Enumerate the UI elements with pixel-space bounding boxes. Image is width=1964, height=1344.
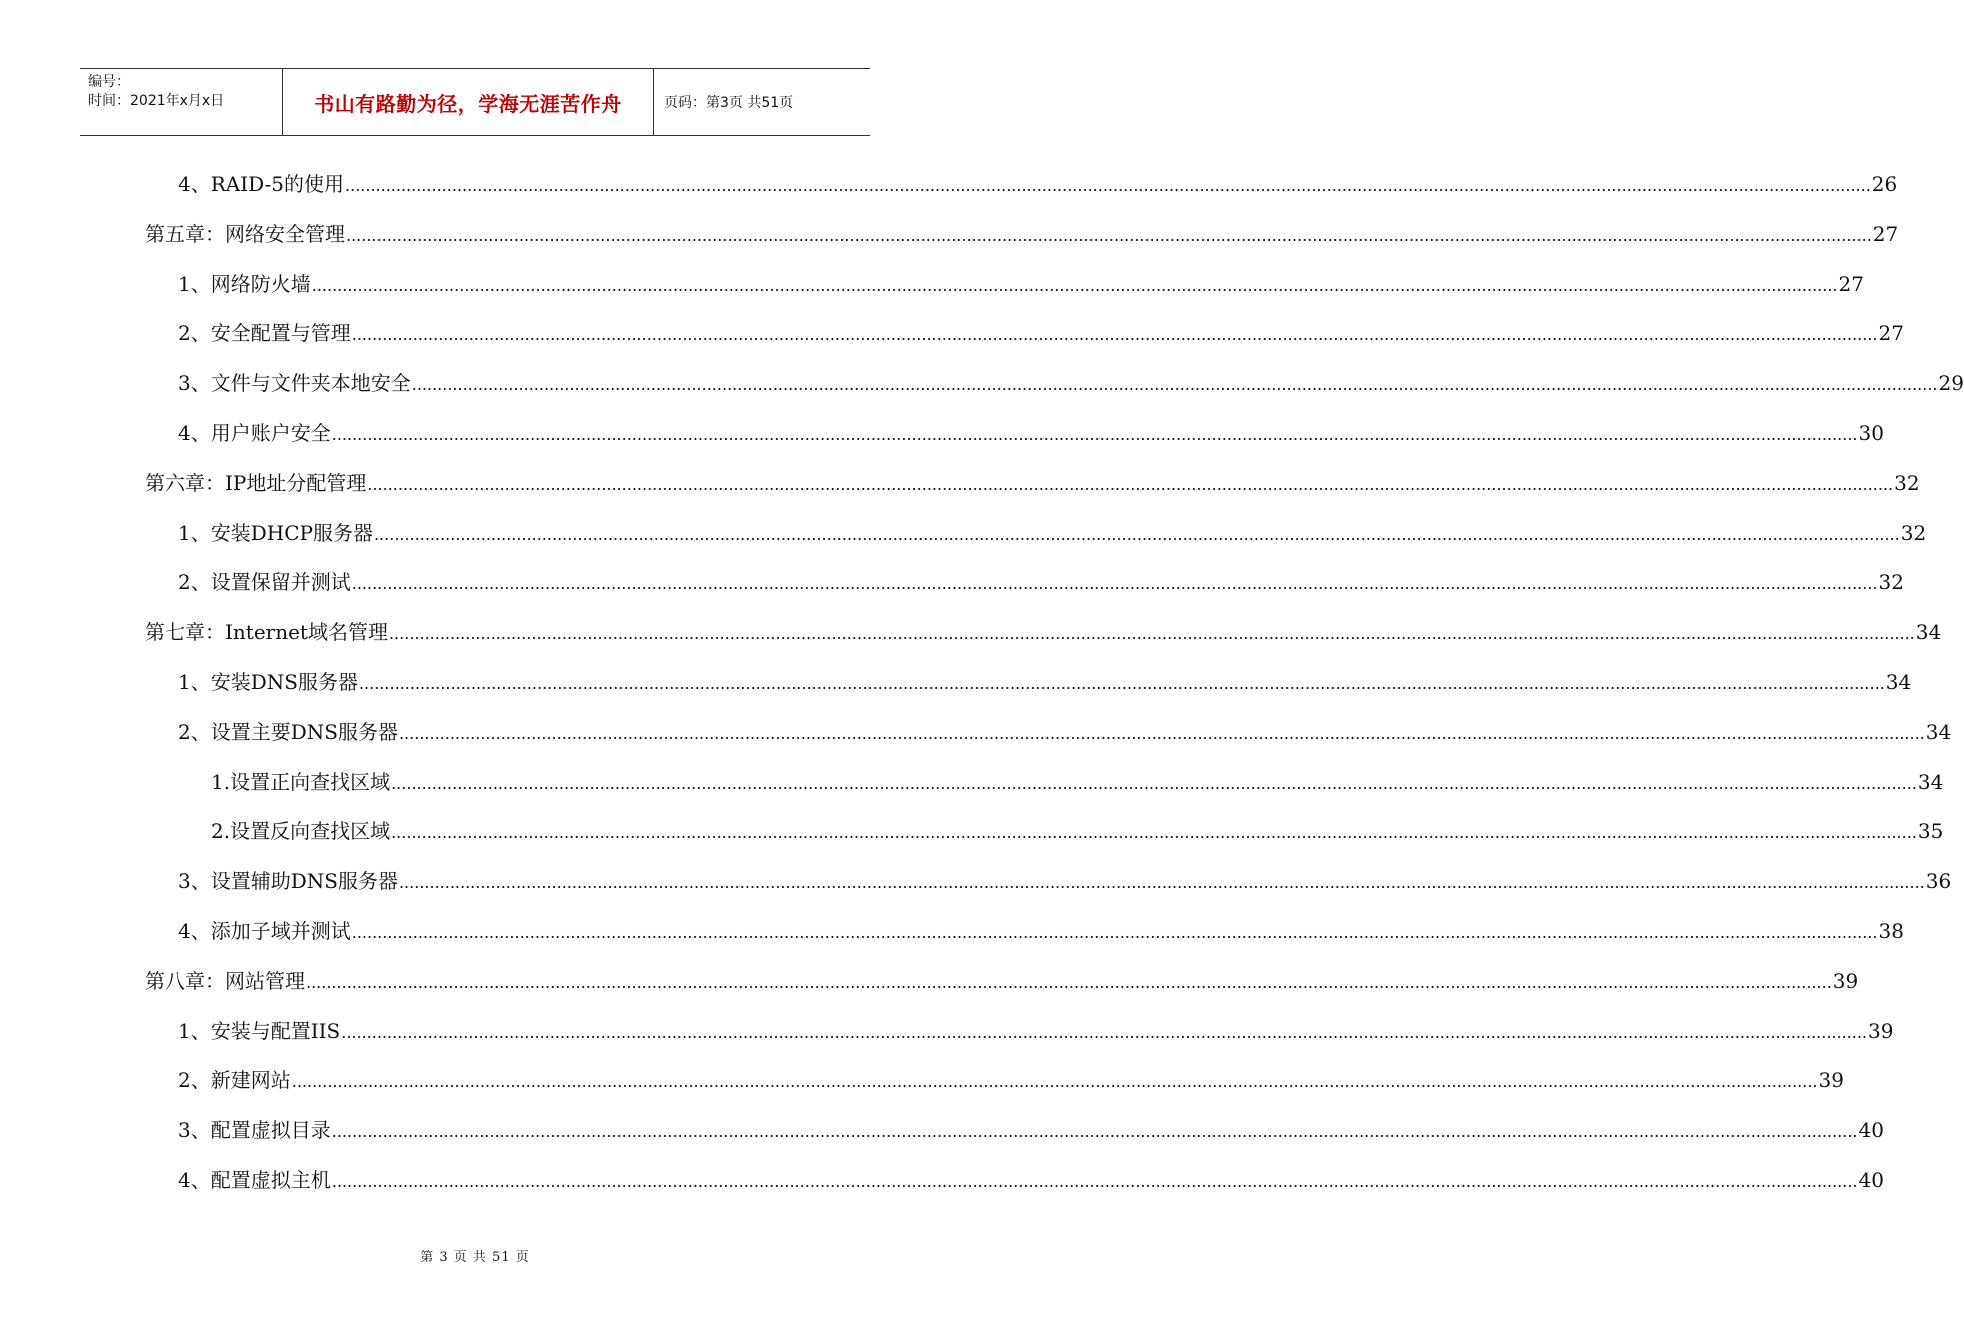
toc-leader-dots: ............................................................................................................................................................................................................................................................................................................	[341, 1022, 1868, 1042]
toc-leader-dots: ............................................................................................................................................................................................................................................................................................................	[331, 425, 1858, 444]
toc-entry[interactable]	[145, 468, 1920, 498]
toc-entry-page: 27	[1838, 271, 1864, 296]
toc-entry[interactable]	[178, 169, 1898, 199]
toc-entry-page: 39	[1818, 1068, 1844, 1093]
toc-entry-page: 32	[1900, 520, 1927, 545]
time-label: 时间：2021年x月x日	[88, 93, 225, 109]
toc-entry[interactable]	[145, 966, 1859, 996]
toc-entry-page: 38	[1878, 919, 1904, 943]
header-page-label: 页码：第3页 共51页	[664, 95, 794, 111]
toc-leader-dots: ............................................................................................................................................................................................................................................................................................................	[388, 624, 1915, 644]
toc-entry-page: 26	[1871, 172, 1898, 196]
toc-entry-title: 第五章：网络安全管理	[145, 221, 345, 246]
toc-entry[interactable]	[178, 1115, 1884, 1145]
toc-entry-title: 第八章：网站管理	[145, 968, 305, 993]
toc-entry-page: 27	[1872, 221, 1899, 246]
slogan: 书山有路勤为径，学海无涯苦作舟	[314, 91, 622, 116]
toc-entry[interactable]	[178, 518, 1927, 548]
toc-entry-title: 4、添加子域并测试	[178, 919, 351, 943]
toc-entry-page: 36	[1925, 869, 1952, 894]
toc-entry-title: 2、设置主要DNS服务器	[178, 719, 398, 744]
toc-entry[interactable]	[178, 567, 1904, 597]
toc-entry[interactable]	[211, 767, 1944, 797]
toc-entry-page: 39	[1832, 968, 1859, 993]
toc-entry-title: 2.设置反向查找区域	[211, 819, 391, 844]
toc-entry-title: 4、配置虚拟主机	[178, 1168, 331, 1192]
page-footer	[0, 1246, 950, 1265]
toc-entry-title: 4、RAID-5的使用	[178, 172, 345, 196]
toc-entry-title: 1.设置正向查找区域	[211, 769, 391, 794]
toc-entry-page: 34	[1925, 719, 1952, 744]
toc-entry-page: 34	[1885, 670, 1912, 694]
toc-entry-page: 32	[1894, 470, 1920, 495]
toc-leader-dots: ............................................................................................................................................................................................................................................................................................................	[291, 1072, 1818, 1092]
toc-entry-title: 1、安装DNS服务器	[178, 670, 358, 694]
toc-entry-page: 30	[1858, 421, 1884, 445]
toc-entry-title: 第七章：Internet域名管理	[145, 620, 388, 645]
toc-entry[interactable]	[178, 1065, 1844, 1095]
toc-entry[interactable]	[178, 1165, 1884, 1195]
toc-entry[interactable]	[211, 816, 1944, 846]
toc-leader-dots: ............................................................................................................................................................................................................................................................................................................	[367, 474, 1894, 494]
toc-entry[interactable]	[178, 418, 1884, 448]
page-header	[80, 68, 870, 136]
toc-leader-dots: ............................................................................................................................................................................................................................................................................................................	[391, 773, 1917, 793]
serial-label: 编号：	[88, 74, 130, 90]
toc-leader-dots: ............................................................................................................................................................................................................................................................................................................	[351, 325, 1878, 345]
toc-leader-dots: ............................................................................................................................................................................................................................................................................................................	[346, 225, 1872, 245]
toc-entry-title: 1、安装与配置IIS	[178, 1018, 341, 1043]
toc-entry[interactable]	[178, 269, 1864, 299]
toc-entry-page: 34	[1915, 620, 1942, 645]
toc-entry[interactable]	[178, 1016, 1894, 1046]
toc-leader-dots: ............................................................................................................................................................................................................................................................................................................	[331, 1172, 1858, 1191]
toc-entry[interactable]	[178, 667, 1912, 697]
toc-entry-title: 3、文件与文件夹本地安全	[178, 371, 411, 396]
toc-entry-page: 27	[1878, 321, 1904, 346]
toc-leader-dots: ............................................................................................................................................................................................................................................................................................................	[398, 873, 1925, 893]
toc-entry-title: 1、网络防火墙	[178, 271, 311, 296]
toc-entry[interactable]	[178, 717, 1952, 747]
toc-entry-title: 第六章：IP地址分配管理	[145, 470, 367, 495]
toc-leader-dots: ............................................................................................................................................................................................................................................................................................................	[411, 375, 1938, 395]
toc-entry-title: 1、安装DHCP服务器	[178, 520, 373, 545]
toc-entry-title: 2、安全配置与管理	[178, 321, 351, 346]
toc-entry-title: 4、用户账户安全	[178, 421, 331, 445]
toc-entry-page: 34	[1917, 769, 1944, 794]
toc-entry[interactable]	[178, 866, 1952, 896]
toc-leader-dots: ............................................................................................................................................................................................................................................................................................................	[398, 723, 1925, 743]
footer-page-number: 第 3 页 共 51 页	[420, 1250, 530, 1265]
toc-entry-title: 3、配置虚拟目录	[178, 1118, 331, 1143]
toc-entry[interactable]	[145, 617, 1942, 647]
toc-leader-dots: ............................................................................................................................................................................................................................................................................................................	[311, 275, 1838, 295]
toc-entry-title: 2、新建网站	[178, 1068, 291, 1093]
toc-entry[interactable]	[178, 916, 1904, 946]
toc-leader-dots: ............................................................................................................................................................................................................................................................................................................	[391, 823, 1917, 843]
toc-leader-dots: ............................................................................................................................................................................................................................................................................................................	[351, 923, 1878, 942]
toc-entry-title: 3、设置辅助DNS服务器	[178, 869, 398, 894]
toc-entry-page: 32	[1878, 570, 1904, 595]
header-page-cell	[654, 69, 870, 135]
toc-leader-dots: ............................................................................................................................................................................................................................................................................................................	[331, 1122, 1858, 1142]
toc-leader-dots: ............................................................................................................................................................................................................................................................................................................	[351, 574, 1878, 594]
toc-entry-title: 2、设置保留并测试	[178, 570, 351, 595]
toc-entry[interactable]	[178, 368, 1964, 398]
toc-entry-page: 29	[1938, 371, 1964, 396]
header-meta	[80, 69, 282, 135]
toc-entry-page: 40	[1858, 1168, 1884, 1192]
toc-leader-dots: ............................................................................................................................................................................................................................................................................................................	[345, 176, 1871, 195]
header-slogan-cell	[282, 69, 654, 135]
toc-leader-dots: ............................................................................................................................................................................................................................................................................................................	[306, 972, 1832, 992]
toc-entry-page: 40	[1858, 1118, 1884, 1143]
toc-entry[interactable]	[178, 318, 1904, 348]
toc-entry[interactable]	[145, 219, 1899, 249]
toc-leader-dots: ............................................................................................................................................................................................................................................................................................................	[358, 674, 1885, 693]
toc-leader-dots: ............................................................................................................................................................................................................................................................................................................	[373, 524, 1900, 544]
toc-entry-page: 35	[1917, 819, 1944, 844]
toc-entry-page: 39	[1868, 1018, 1894, 1043]
